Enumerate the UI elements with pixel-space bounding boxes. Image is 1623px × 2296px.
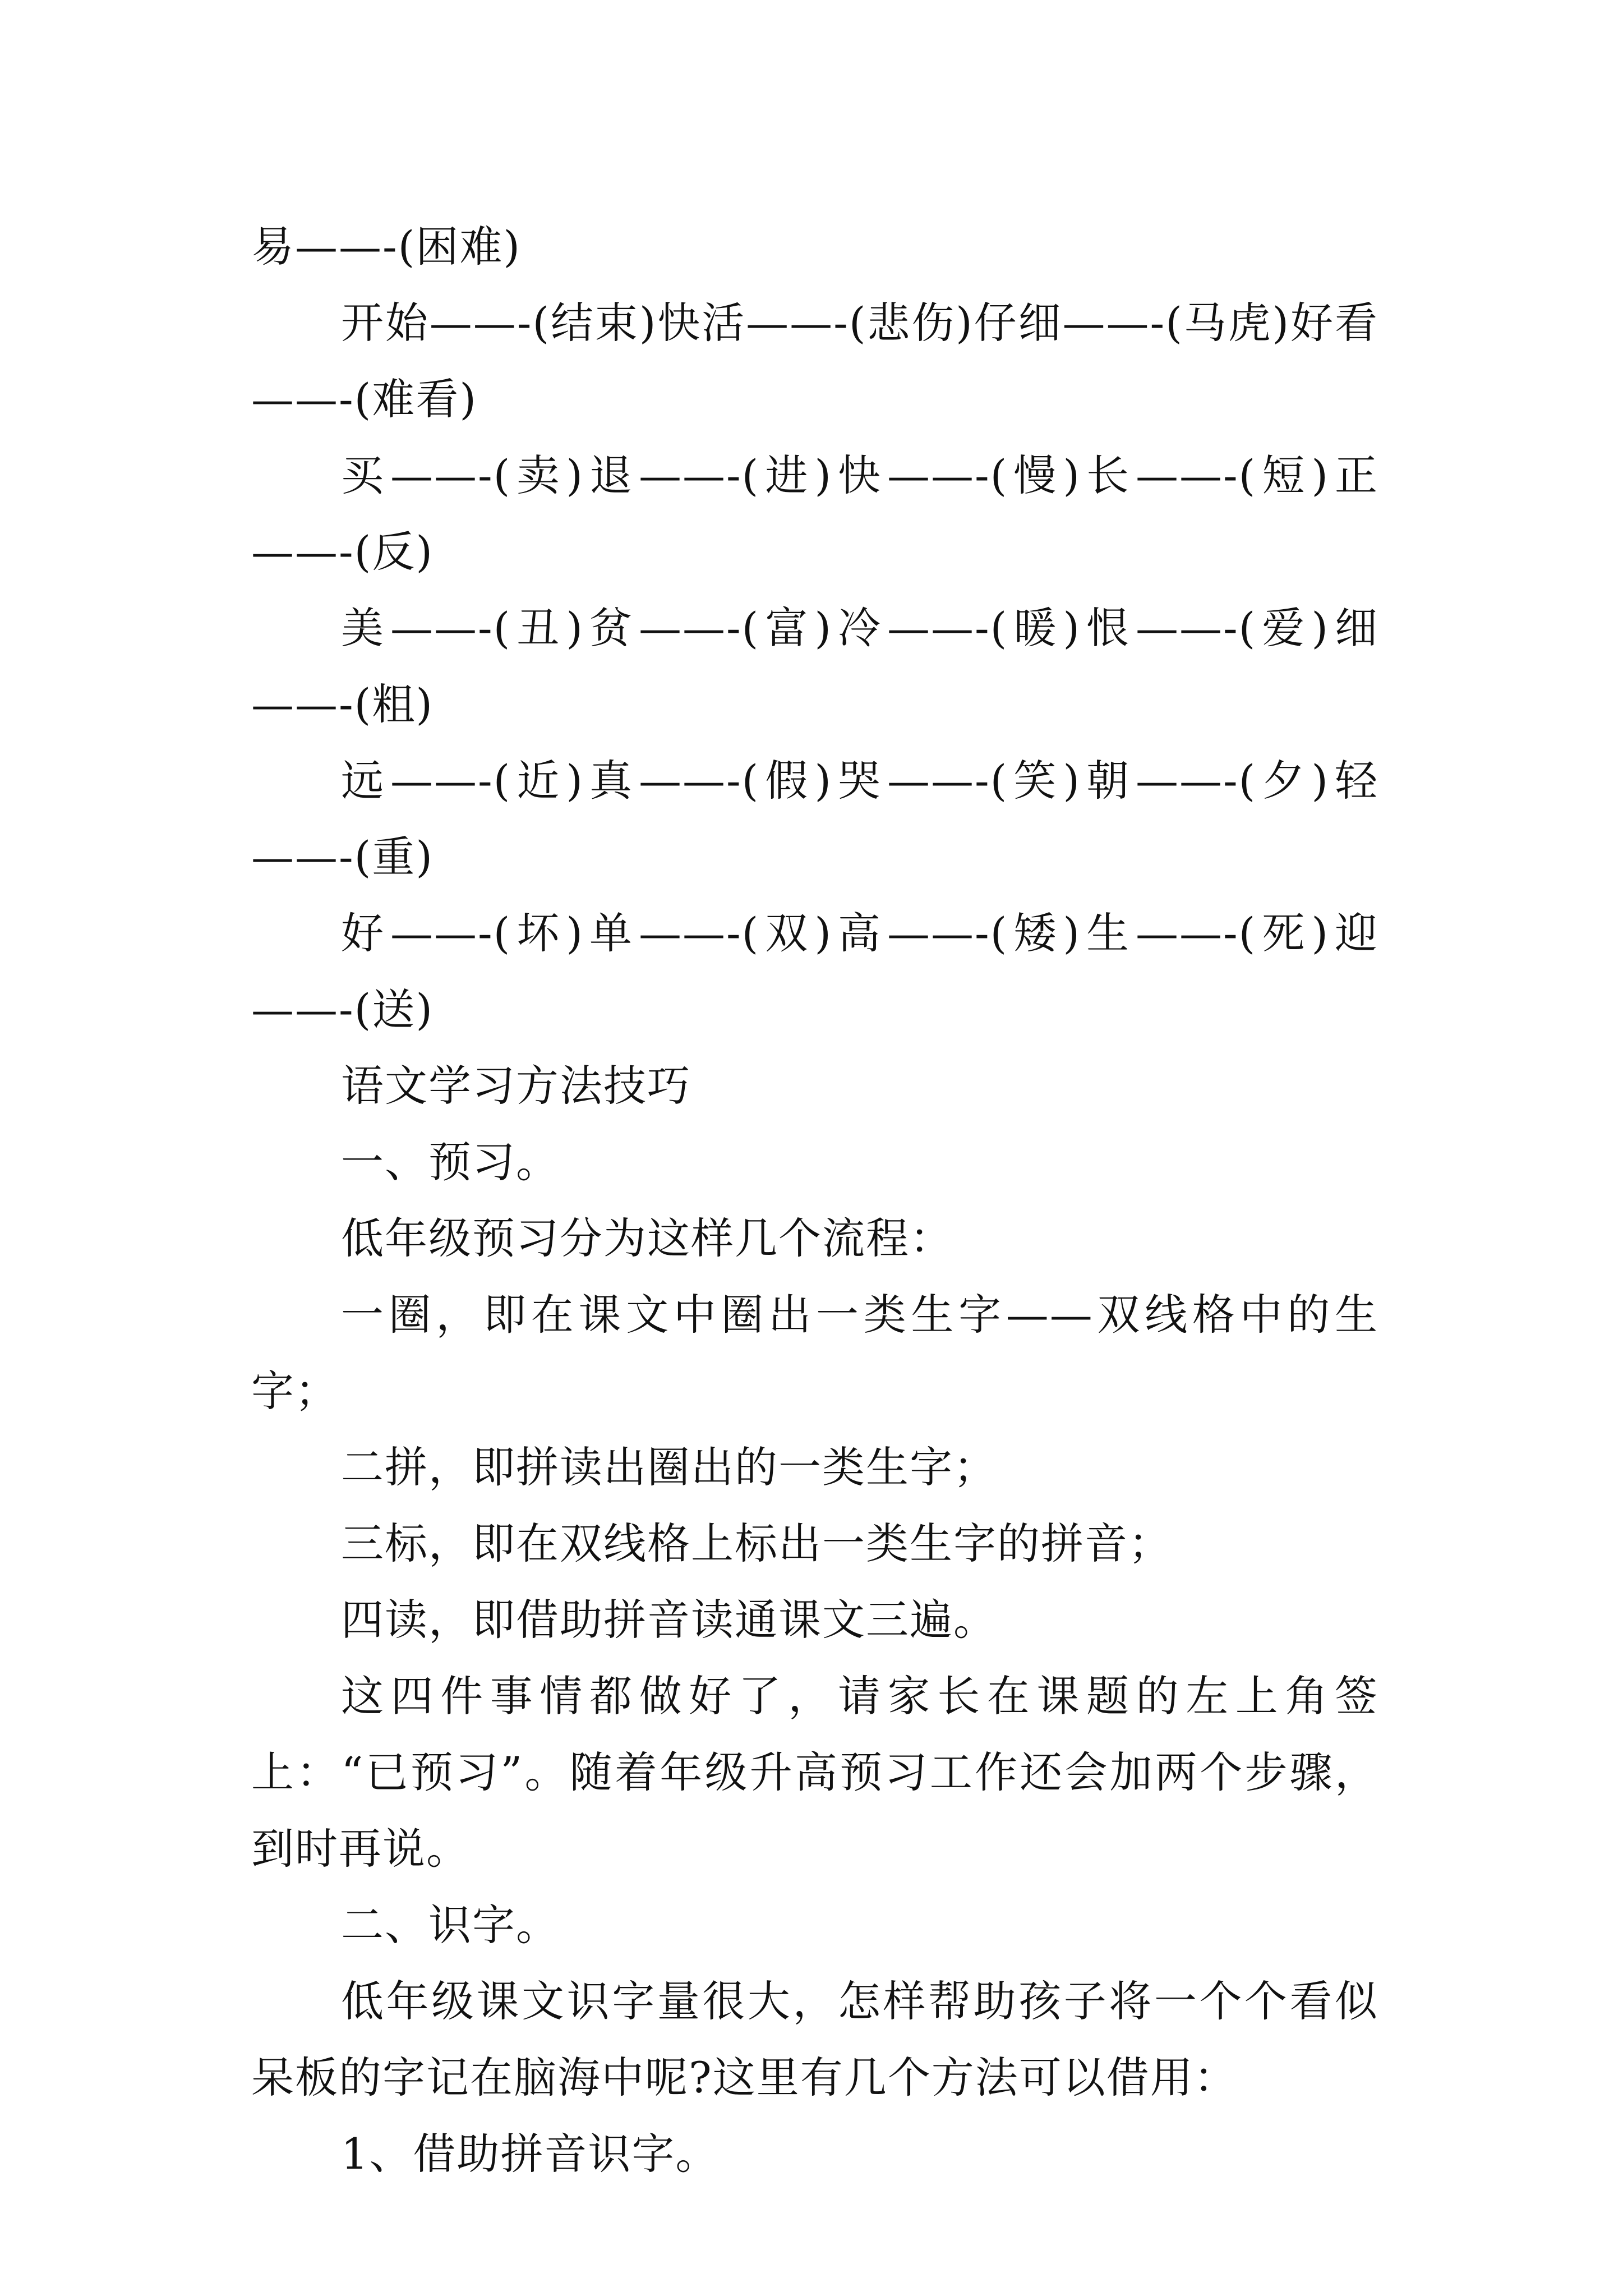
paragraph-antonyms-5: 好——-(坏)单——-(双)高——-(矮)生——-(死)迎——-(送) [251,908,1378,1034]
paragraph-antonym-continuation: 易——-(困难) [251,222,521,272]
paragraph-parent-signature: 这四件事情都做好了，请家长在课题的左上角签上：“已预习”。随着年级升高预习工作还会加两个步骤，到时再说。 [251,1671,1378,1874]
subheading-preview: 一、预习。 [341,1137,560,1187]
paragraph-antonyms-3: 美——-(丑)贫——-(富)冷——-(暖)恨——-(爱)细——-(粗) [251,603,1378,729]
subheading-literacy: 二、识字。 [341,1900,560,1950]
paragraph-literacy-intro: 低年级课文识字量很大，怎样帮助孩子将一个个看似呆板的字记在脑海中呢?这里有几个方法可以借用： [251,1976,1378,2102]
paragraph-antonyms-1: 开始——-(结束)快活——-(悲伤)仔细——-(马虎)好看——-(难看) [251,298,1378,424]
list-item-mark: 三标，即在双线格上标出一类生字的拼音； [341,1519,1172,1568]
list-item-circle: 一圈，即在课文中圈出一类生字——双线格中的生字； [251,1290,1378,1416]
section-heading-study-methods: 语文学习方法技巧 [341,1061,691,1111]
paragraph-preview-intro: 低年级预习分为这样几个流程： [341,1213,953,1263]
paragraph-antonyms-4: 远——-(近)真——-(假)哭——-(笑)朝——-(夕)轻——-(重) [251,756,1378,882]
list-item-spell: 二拼，即拼读出圈出的一类生字； [341,1442,997,1492]
document-body [251,209,1378,2192]
list-item-pinyin-literacy: 1、借助拼音识字。 [341,2129,720,2179]
list-item-read: 四读，即借助拼音读通课文三遍。 [341,1595,997,1645]
paragraph-antonyms-2: 买——-(卖)退——-(进)快——-(慢)长——-(短)正——-(反) [251,450,1378,577]
